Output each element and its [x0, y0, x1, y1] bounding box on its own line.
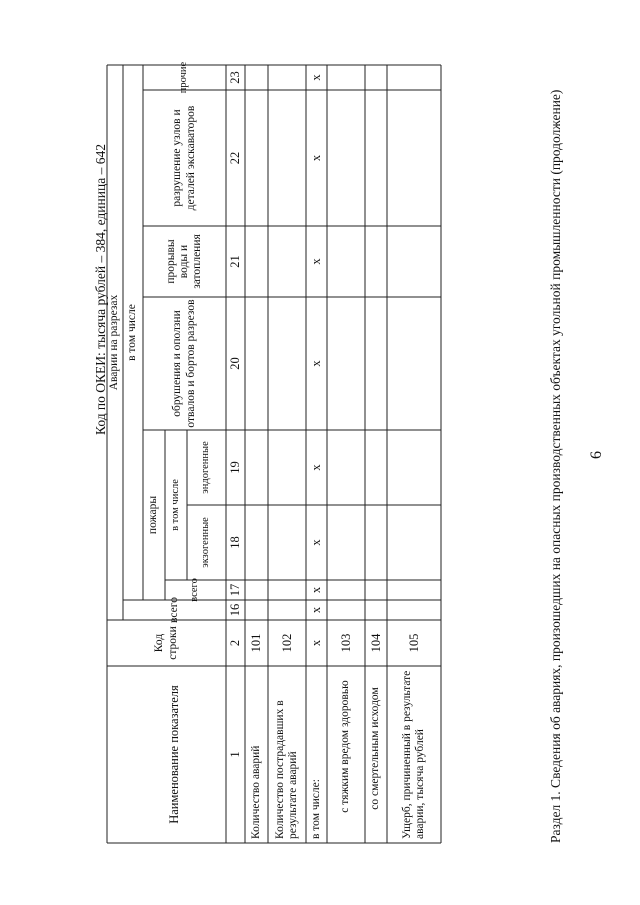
- table-cell: [327, 600, 365, 620]
- table-cell: [387, 580, 441, 600]
- table-cell: [268, 297, 306, 430]
- table-cell: x: [309, 154, 324, 162]
- colnum-1: 1: [228, 751, 243, 758]
- header-endogenous: эндогенные: [200, 441, 212, 494]
- table-cell: x: [309, 74, 324, 81]
- header-excavator-damage: разрушение узлов и деталей экскаваторов: [171, 105, 197, 211]
- row-code-x: x: [309, 639, 324, 647]
- row-name-severe-harm: с тяжким вредом здоровью: [339, 680, 352, 813]
- table-cell: [268, 90, 306, 226]
- table-cell: x: [309, 606, 324, 614]
- table-cell: [365, 505, 387, 580]
- colnum-2: 2: [228, 639, 243, 647]
- colnum-21: 21: [228, 255, 243, 268]
- table-cell: x: [309, 360, 324, 367]
- header-fires-total: всего: [189, 578, 201, 602]
- table-cell: [245, 226, 268, 297]
- table-cell: [387, 297, 441, 430]
- table-cell: [245, 430, 268, 505]
- table-cell: [365, 600, 387, 620]
- table-cell: [327, 297, 365, 430]
- header-indicator-name: Наименование показателя: [167, 685, 182, 824]
- table-cell: [268, 600, 306, 620]
- header-other: прочие: [178, 61, 190, 94]
- table-cell: [268, 65, 306, 90]
- table-cell: [365, 226, 387, 297]
- colnum-23: 23: [228, 71, 243, 84]
- table-cell: [365, 90, 387, 226]
- table-cell: [365, 580, 387, 600]
- table-cell: [365, 297, 387, 430]
- row-name-accident-count: Количество аварий: [249, 745, 262, 839]
- colnum-16: 16: [228, 603, 243, 617]
- row-code-105: 105: [406, 633, 421, 653]
- row-name-including: в том числе:: [309, 779, 322, 839]
- table-cell: [365, 430, 387, 505]
- header-fires: пожары: [147, 495, 160, 535]
- table-cell: [327, 90, 365, 226]
- table-cell: [327, 226, 365, 297]
- table-cell: [387, 430, 441, 505]
- section-title: Раздел 1. Сведения об авариях, произошедших на опасных производственных объектах угольной промышленности (продолжение): [548, 89, 563, 843]
- table-cell: [268, 226, 306, 297]
- row-code-101: 101: [249, 633, 264, 653]
- header-water-breakthroughs: прорывы воды и затопления: [164, 234, 204, 289]
- table-cell: [245, 505, 268, 580]
- header-accidents-at-pits: Аварии на разрезах: [108, 294, 121, 391]
- row-code-102: 102: [279, 633, 294, 653]
- table-cell: [327, 430, 365, 505]
- table-cell: [245, 600, 268, 620]
- table-cell: [327, 580, 365, 600]
- table-cell: [245, 297, 268, 430]
- table-cell: x: [309, 539, 324, 546]
- table-cell: [327, 505, 365, 580]
- table-cell: [365, 65, 387, 90]
- header-collapses: обрушения и оползни отвалов и бортов разрезов: [171, 299, 197, 428]
- colnum-22: 22: [228, 151, 243, 165]
- table-cell: [268, 505, 306, 580]
- header-total: всего: [167, 597, 180, 623]
- colnum-20: 20: [228, 357, 243, 370]
- row-name-victims-count: Количество пострадавших в результате аварий: [273, 700, 299, 839]
- table-cell: [387, 226, 441, 297]
- header-including: в том числе: [126, 304, 139, 361]
- row-code-103: 103: [338, 633, 353, 653]
- table-cell: [268, 580, 306, 600]
- row-name-damage: Ущерб, причиненный в результате аварии, тысяча рублей: [400, 670, 426, 839]
- table-cell: [268, 430, 306, 505]
- table-cell: [387, 600, 441, 620]
- header-row-code: Код строки: [153, 626, 179, 660]
- table-cell: [387, 90, 441, 226]
- colnum-19: 19: [228, 461, 243, 474]
- table-cell: x: [309, 586, 324, 594]
- colnum-18: 18: [228, 536, 243, 549]
- row-code-104: 104: [368, 633, 383, 653]
- header-fires-including: в том числе: [169, 479, 181, 531]
- table-cell: [387, 505, 441, 580]
- table-cell: [245, 65, 268, 90]
- table-cell: [245, 90, 268, 226]
- table-cell: x: [309, 464, 324, 471]
- header-exogenous: экзогенные: [200, 517, 212, 568]
- page-number: 6: [588, 451, 605, 459]
- colnum-17: 17: [228, 583, 243, 597]
- table-cell: [387, 65, 441, 90]
- table-cell: [245, 580, 268, 600]
- row-name-fatal: со смертельным исходом: [369, 687, 382, 810]
- table-cell: [327, 65, 365, 90]
- okei-units-line: Код по ОКЕИ: тысяча рублей – 384, единица – 642: [93, 144, 108, 435]
- table-cell: x: [309, 258, 324, 265]
